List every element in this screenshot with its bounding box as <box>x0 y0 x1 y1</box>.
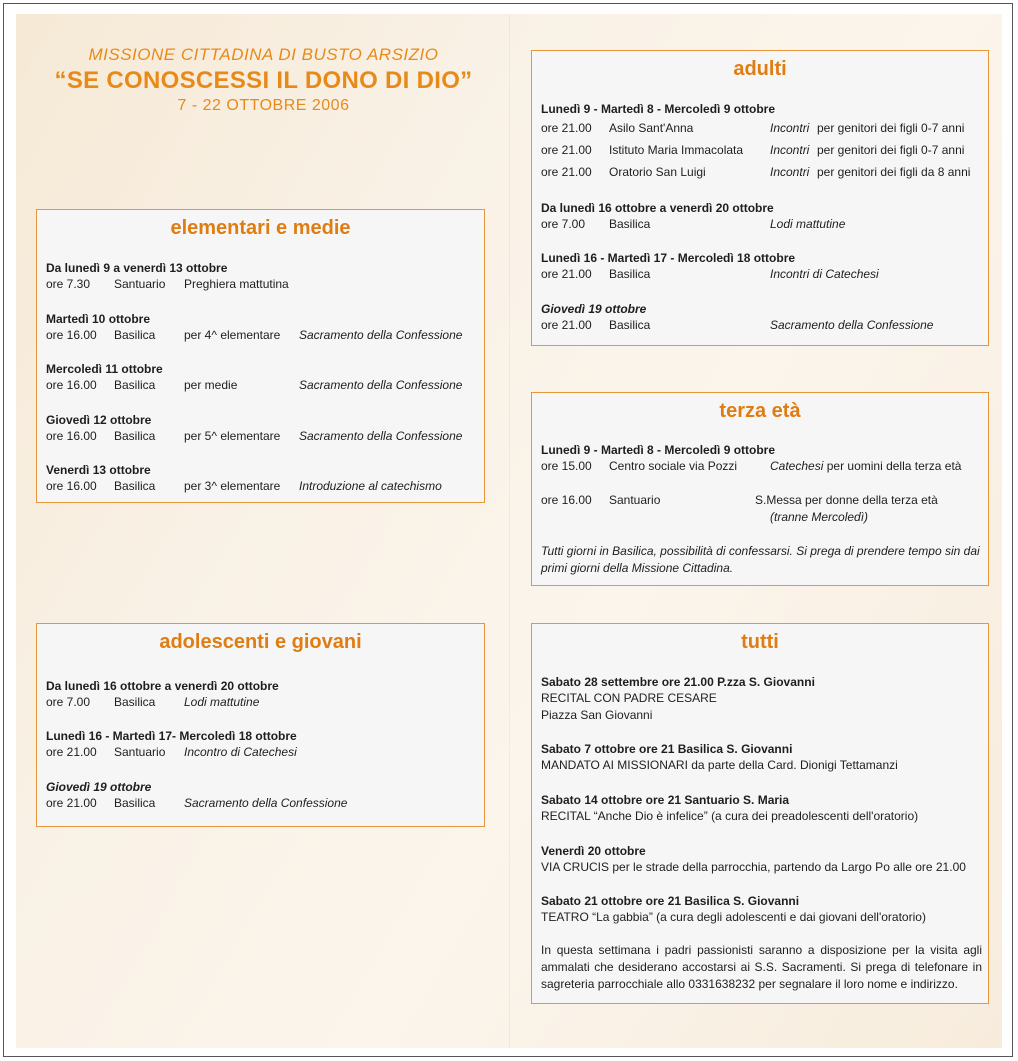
schedule-target: per 4^ elementare <box>184 328 281 342</box>
section-title: adulti <box>733 58 787 80</box>
schedule-place: Basilica <box>609 217 651 231</box>
schedule-group <box>541 101 982 183</box>
schedule-activity: Sacramento della Confessione <box>299 378 463 392</box>
event-line: VIA CRUCIS per le strade della parrocchia, partendo da Largo Po alle ore 21.00 <box>541 860 966 874</box>
section-footer-note: Tutti giorni in Basilica, possibilità di confessarsi. Si prega di prendere tempo sin dai primi giorni della Missione Cittadina. <box>541 544 980 575</box>
schedule-row-note <box>541 509 982 526</box>
schedule-place: Santuario <box>609 493 661 507</box>
schedule-row <box>541 317 982 334</box>
schedule-group <box>541 250 982 283</box>
event-item <box>541 741 982 774</box>
schedule-activity: Sacramento della Confessione <box>299 429 463 443</box>
schedule-place: Asilo Sant'Anna <box>609 121 694 135</box>
schedule-date: Da lunedì 9 a venerdì 13 ottobre <box>46 261 228 275</box>
schedule-place: Basilica <box>609 267 651 281</box>
schedule-date: Mercoledì 11 ottobre <box>46 362 163 376</box>
schedule-time: ore 7.00 <box>46 695 91 709</box>
schedule-activity: Incontri <box>770 121 810 135</box>
schedule-place: Basilica <box>114 328 156 342</box>
schedule-activity <box>770 458 961 475</box>
schedule-time: ore 16.00 <box>46 378 97 392</box>
schedule-activity: Sacramento della Confessione <box>299 328 463 342</box>
schedule-place: Basilica <box>114 695 156 709</box>
activity-type: Catechesi <box>770 459 824 473</box>
section-footer-note: In questa settimana i padri passionisti saranno a disposizione per la visita agli ammalati che desiderano accostarsi ai S.S. Sacramenti. Si prega di telefonare in sagreteria parrocchiale allo 0331638232 per segnalare il loro nome e indirizzo. <box>541 943 982 991</box>
schedule-activity: S.Messa per donne della terza età <box>755 493 938 507</box>
event-line: RECITAL “Anche Dio è infelice” (a cura dei preadolescenti dell'oratorio) <box>541 809 919 823</box>
event-item <box>541 674 982 724</box>
schedule-row <box>46 276 478 293</box>
schedule-row <box>46 795 478 812</box>
schedule-date: Giovedì 12 ottobre <box>46 413 152 427</box>
schedule-activity: Lodi mattutine <box>770 217 846 231</box>
event-line: MANDATO AI MISSIONARI da parte della Card. Dionigi Tettamanzi <box>541 758 898 772</box>
schedule-row <box>541 161 982 183</box>
schedule-group <box>46 779 478 812</box>
schedule-target: Preghiera mattutina <box>184 277 289 291</box>
schedule-group <box>541 200 982 233</box>
schedule-row <box>541 139 982 161</box>
flyer-header <box>36 44 491 116</box>
schedule-time: ore 21.00 <box>541 121 592 135</box>
schedule-row <box>46 377 478 394</box>
schedule-time: ore 7.30 <box>46 277 91 291</box>
schedule-time: ore 21.00 <box>46 745 97 759</box>
event-title: Venerdì 20 ottobre <box>541 844 646 858</box>
schedule-time: ore 21.00 <box>46 796 97 810</box>
schedule-place: Santuario <box>114 745 166 759</box>
schedule-date: Lunedì 16 - Martedì 17- Mercoledì 18 ottobre <box>46 729 297 743</box>
schedule-date: Lunedì 9 - Martedì 8 - Mercoledì 9 ottobre <box>541 102 776 116</box>
schedule-place: Oratorio San Luigi <box>609 165 706 179</box>
schedule-row <box>541 117 982 139</box>
schedule-time: ore 15.00 <box>541 459 592 473</box>
schedule-time: ore 21.00 <box>541 318 592 332</box>
schedule-time: ore 16.00 <box>46 479 97 493</box>
section-terza-eta <box>531 392 989 586</box>
schedule-row <box>46 478 478 495</box>
schedule-time: ore 21.00 <box>541 267 592 281</box>
schedule-date: Da lunedì 16 ottobre a venerdì 20 ottobre <box>46 679 279 693</box>
schedule-date: Giovedì 19 ottobre <box>46 780 152 794</box>
header-title: “SE CONOSCESSI IL DONO DI DIO” <box>54 67 473 94</box>
schedule-activity: Incontri di Catechesi <box>770 267 879 281</box>
schedule-activity: Incontro di Catechesi <box>184 745 297 759</box>
schedule-date: Lunedì 16 - Martedì 17 - Mercoledì 18 ottobre <box>541 251 796 265</box>
schedule-time: ore 21.00 <box>541 143 592 157</box>
schedule-date: Da lunedì 16 ottobre a venerdì 20 ottobre <box>541 201 774 215</box>
schedule-group <box>541 442 982 475</box>
schedule-target: per medie <box>184 378 238 392</box>
event-title: Sabato 14 ottobre ore 21 Santuario S. Maria <box>541 793 790 807</box>
section-adolescenti <box>36 623 485 827</box>
section-tutti <box>531 623 989 1004</box>
schedule-row <box>46 694 478 711</box>
schedule-date: Giovedì 19 ottobre <box>541 302 647 316</box>
schedule-time: ore 16.00 <box>541 493 592 507</box>
schedule-row <box>46 428 478 445</box>
schedule-group <box>46 678 478 711</box>
schedule-group <box>541 492 982 526</box>
schedule-activity: Sacramento della Confessione <box>184 796 348 810</box>
schedule-place: Basilica <box>114 796 156 810</box>
schedule-activity: Lodi mattutine <box>184 695 260 709</box>
schedule-place: Basilica <box>114 429 156 443</box>
schedule-group <box>46 361 478 394</box>
schedule-group <box>46 311 478 344</box>
schedule-time: ore 7.00 <box>541 217 586 231</box>
event-title: Sabato 28 settembre ore 21.00 P.zza S. Giovanni <box>541 675 815 689</box>
schedule-row <box>46 744 478 761</box>
schedule-target: per genitori dei figli da 8 anni <box>817 165 971 179</box>
schedule-activity: Incontri <box>770 143 810 157</box>
schedule-target: per 5^ elementare <box>184 429 281 443</box>
schedule-target: per genitori dei figli 0-7 anni <box>817 143 965 157</box>
section-title: elementari e medie <box>170 217 351 239</box>
event-item <box>541 843 982 876</box>
schedule-date: Venerdì 13 ottobre <box>46 463 151 477</box>
header-subtitle: MISSIONE CITTADINA DI BUSTO ARSIZIO <box>88 45 439 64</box>
schedule-group <box>46 462 478 495</box>
schedule-group <box>46 412 478 445</box>
schedule-place: Santuario <box>114 277 166 291</box>
section-title: adolescenti e giovani <box>159 631 362 653</box>
section-elementari <box>36 209 485 503</box>
schedule-date: Lunedì 9 - Martedì 8 - Mercoledì 9 ottobre <box>541 443 776 457</box>
schedule-activity: Incontri <box>770 165 810 179</box>
section-adulti <box>531 50 989 346</box>
schedule-place: Istituto Maria Immacolata <box>609 143 744 157</box>
schedule-place: Centro sociale via Pozzi <box>609 459 738 473</box>
schedule-activity: Sacramento della Confessione <box>770 318 934 332</box>
schedule-group <box>541 301 982 334</box>
schedule-row <box>541 458 982 475</box>
schedule-target: per 3^ elementare <box>184 479 281 493</box>
schedule-place: Basilica <box>114 479 156 493</box>
schedule-row <box>46 327 478 344</box>
schedule-time: ore 21.00 <box>541 165 592 179</box>
event-line: RECITAL CON PADRE CESARE <box>541 691 717 705</box>
event-item <box>541 893 982 926</box>
event-title: Sabato 7 ottobre ore 21 Basilica S. Giovanni <box>541 742 793 756</box>
event-item <box>541 792 982 825</box>
schedule-date: Martedì 10 ottobre <box>46 312 151 326</box>
schedule-time: ore 16.00 <box>46 328 97 342</box>
section-title: tutti <box>741 631 779 653</box>
schedule-row <box>541 492 982 509</box>
event-line: Piazza San Giovanni <box>541 708 653 722</box>
fold-line <box>509 14 510 1048</box>
schedule-place: Basilica <box>609 318 651 332</box>
header-dates: 7 - 22 OTTOBRE 2006 <box>177 97 350 114</box>
schedule-row <box>541 266 982 283</box>
event-line: TEATRO “La gabbia” (a cura degli adolescenti e dai giovani dell'oratorio) <box>541 910 926 924</box>
schedule-group <box>46 728 478 761</box>
schedule-row <box>541 216 982 233</box>
schedule-time: ore 16.00 <box>46 429 97 443</box>
event-title: Sabato 21 ottobre ore 21 Basilica S. Giovanni <box>541 894 800 908</box>
schedule-target: per genitori dei figli 0-7 anni <box>817 121 965 135</box>
schedule-group <box>46 260 478 293</box>
schedule-note: (tranne Mercoledì) <box>770 510 869 524</box>
section-title: terza età <box>719 400 801 422</box>
schedule-target: per uomini della terza età <box>826 459 962 473</box>
schedule-place: Basilica <box>114 378 156 392</box>
schedule-activity: Introduzione al catechismo <box>299 479 442 493</box>
